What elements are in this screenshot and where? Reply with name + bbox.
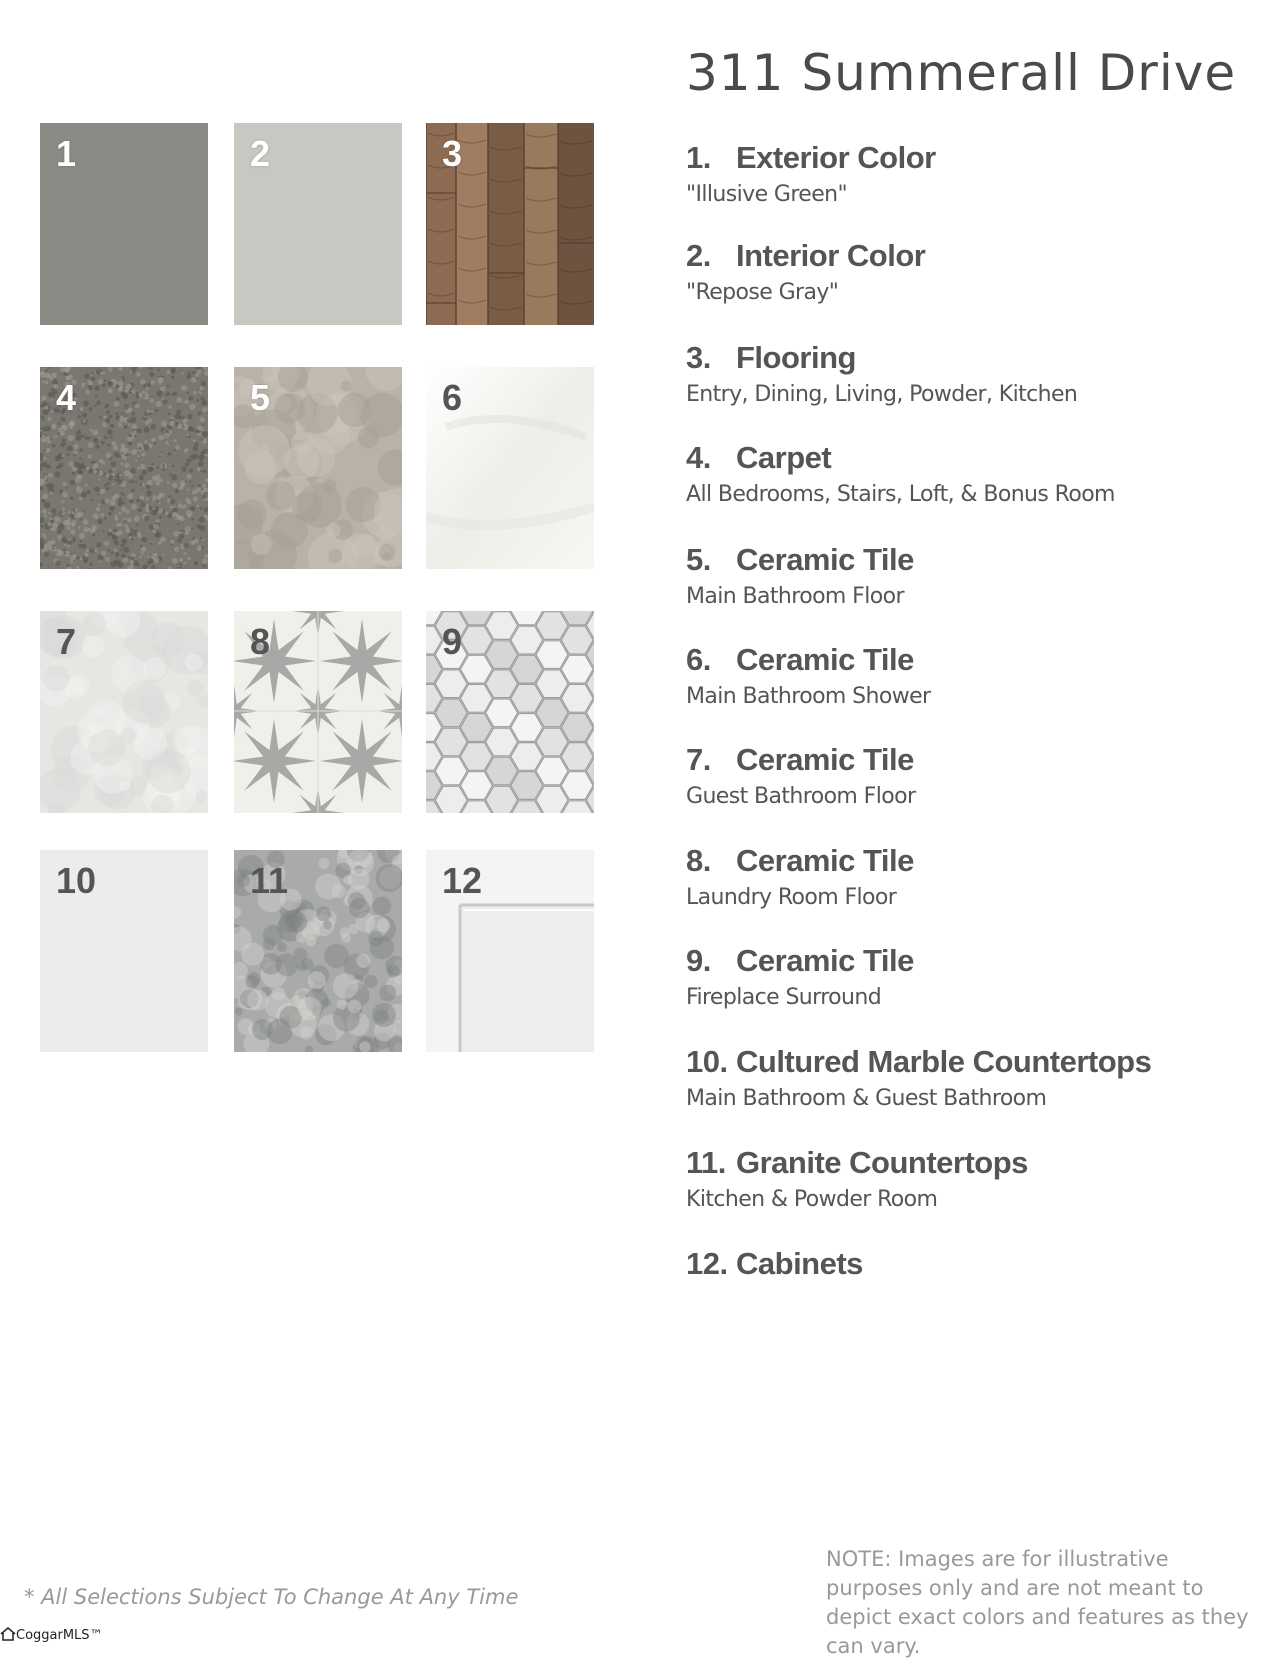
selection-detail: Guest Bathroom Floor bbox=[686, 784, 916, 809]
selection-item bbox=[686, 140, 936, 207]
selection-item bbox=[686, 238, 925, 305]
selection-heading bbox=[686, 238, 925, 274]
swatch-12 bbox=[426, 850, 594, 1052]
selection-number: 1. bbox=[686, 140, 711, 175]
selection-detail: All Bedrooms, Stairs, Loft, & Bonus Room bbox=[686, 482, 1115, 507]
swatch-number: 1 bbox=[56, 133, 77, 174]
selection-item bbox=[686, 340, 1077, 407]
selection-item bbox=[686, 1145, 1028, 1212]
selection-heading bbox=[686, 440, 1115, 476]
swatch-11 bbox=[234, 850, 402, 1052]
selection-name: Ceramic Tile bbox=[736, 943, 914, 978]
swatch-6 bbox=[426, 367, 594, 569]
swatch-number: 12 bbox=[442, 860, 483, 901]
selection-item bbox=[686, 440, 1115, 507]
selection-heading bbox=[686, 642, 931, 678]
house-icon bbox=[0, 1626, 16, 1642]
selection-name: Ceramic Tile bbox=[736, 843, 914, 878]
swatch-2 bbox=[234, 123, 402, 325]
swatch-5 bbox=[234, 367, 402, 569]
selection-detail: Kitchen & Powder Room bbox=[686, 1187, 938, 1212]
swatch-number: 7 bbox=[56, 621, 77, 662]
selection-detail: Fireplace Surround bbox=[686, 985, 882, 1010]
selection-number: 11. bbox=[686, 1145, 726, 1180]
selection-item bbox=[686, 943, 914, 1010]
swatch-number: 4 bbox=[56, 377, 77, 418]
swatch-number: 8 bbox=[250, 621, 271, 662]
selection-number: 12. bbox=[686, 1246, 728, 1281]
disclaimer-text: * All Selections Subject To Change At Any Time bbox=[24, 1585, 519, 1609]
selection-number: 6. bbox=[686, 642, 711, 677]
selection-number: 3. bbox=[686, 340, 711, 375]
swatch-number: 3 bbox=[442, 133, 463, 174]
selection-name: Granite Countertops bbox=[736, 1145, 1028, 1180]
swatch-number: 5 bbox=[250, 377, 271, 418]
selection-number: 9. bbox=[686, 943, 711, 978]
selection-heading bbox=[686, 340, 1077, 376]
selection-name: Flooring bbox=[736, 340, 856, 375]
selection-name: Cabinets bbox=[736, 1246, 863, 1281]
selection-heading bbox=[686, 1145, 1028, 1181]
selection-heading bbox=[686, 1044, 1151, 1080]
selection-name: Interior Color bbox=[736, 238, 926, 273]
swatch-7 bbox=[40, 611, 208, 813]
selection-item bbox=[686, 843, 914, 910]
swatch-number: 6 bbox=[442, 377, 463, 418]
selection-detail: Main Bathroom Floor bbox=[686, 584, 904, 609]
selection-heading bbox=[686, 542, 914, 578]
illustrative-note: NOTE: Images are for illustrative purposes only and are not meant to depict exact colors and features as they can vary. bbox=[826, 1547, 1249, 1658]
selection-item bbox=[686, 642, 931, 709]
selection-number: 10. bbox=[686, 1044, 728, 1079]
page-title: 311 Summerall Drive bbox=[686, 44, 1237, 102]
selection-item bbox=[686, 1246, 863, 1282]
selection-name: Ceramic Tile bbox=[736, 642, 914, 677]
selection-number: 8. bbox=[686, 843, 711, 878]
selection-heading bbox=[686, 140, 936, 176]
selection-heading bbox=[686, 843, 914, 879]
selection-name: Exterior Color bbox=[736, 140, 936, 175]
swatch-9 bbox=[426, 611, 594, 813]
selection-item bbox=[686, 742, 915, 809]
swatch-number: 11 bbox=[250, 860, 289, 901]
selection-detail: "Repose Gray" bbox=[686, 280, 839, 305]
selection-number: 4. bbox=[686, 440, 711, 475]
swatch-4 bbox=[40, 367, 208, 569]
selection-item bbox=[686, 542, 914, 609]
selection-name: Ceramic Tile bbox=[736, 542, 914, 577]
selection-detail: Main Bathroom Shower bbox=[686, 684, 931, 709]
swatch-number: 2 bbox=[250, 133, 271, 174]
swatch-8 bbox=[234, 611, 402, 813]
selection-name: Carpet bbox=[736, 440, 832, 475]
swatch-1 bbox=[40, 123, 208, 325]
selection-detail: Entry, Dining, Living, Powder, Kitchen bbox=[686, 382, 1078, 407]
selection-name: Ceramic Tile bbox=[736, 742, 914, 777]
selection-number: 2. bbox=[686, 238, 711, 273]
selection-detail: Main Bathroom & Guest Bathroom bbox=[686, 1086, 1047, 1111]
swatch-3 bbox=[426, 123, 594, 325]
swatch-10 bbox=[40, 850, 208, 1052]
swatch-number: 9 bbox=[442, 621, 463, 662]
swatch-number: 10 bbox=[56, 860, 97, 901]
watermark-text: CoggarMLS™ bbox=[16, 1628, 103, 1643]
selection-heading bbox=[686, 943, 914, 979]
selection-item bbox=[686, 1044, 1151, 1111]
selection-heading bbox=[686, 1246, 863, 1282]
selection-detail: Laundry Room Floor bbox=[686, 885, 897, 910]
selection-name: Cultured Marble Countertops bbox=[736, 1044, 1152, 1079]
mls-watermark bbox=[0, 1626, 103, 1643]
selection-heading bbox=[686, 742, 915, 778]
selection-number: 5. bbox=[686, 542, 711, 577]
selection-number: 7. bbox=[686, 742, 711, 777]
selection-detail: "Illusive Green" bbox=[686, 182, 848, 207]
